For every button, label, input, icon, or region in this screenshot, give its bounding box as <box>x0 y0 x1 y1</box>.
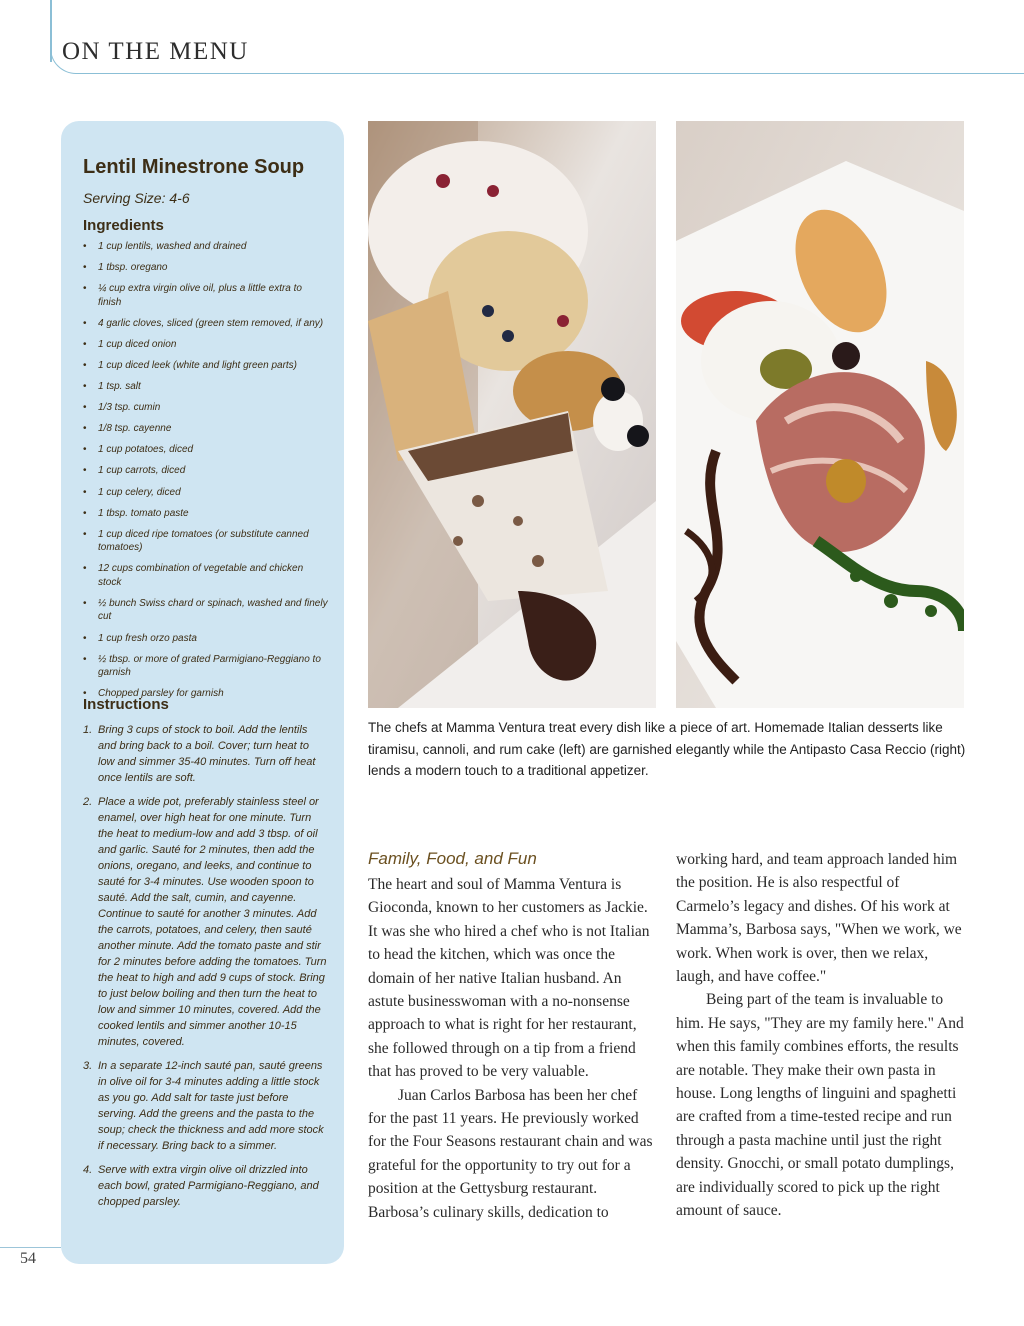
ingredient-item: • ½ tbsp. or more of grated Parmigiano-Reggiano to garnish <box>83 653 328 680</box>
ingredient-item: • 1 cup diced onion <box>83 338 328 352</box>
article-paragraph: working hard, and team approach landed him the position. He is also respectful of Carmelo’s legacy and dishes. Of his work at Mamma’s, Barbosa says, "When we work, we work. When work is over, then we relax, laugh, and have coffee." <box>676 851 962 986</box>
dessert-photo <box>368 121 656 708</box>
photo-caption: The chefs at Mamma Ventura treat every dish like a piece of art. Homemade Italian desserts like tiramisu, cannoli, and rum cake (left) are garnished elegantly while the Antipasto Casa Reccio (right) lends a modern touch to a traditional appetizer. <box>368 720 966 778</box>
page-number-rule <box>0 1247 61 1248</box>
ingredient-item: • 1 cup diced leek (white and light green parts) <box>83 359 328 373</box>
instructions-list <box>83 722 328 1218</box>
instruction-step <box>83 794 328 1050</box>
instruction-step <box>83 1162 328 1210</box>
instruction-number: 1. <box>83 724 93 736</box>
article-paragraph: Being part of the team is invaluable to him. He says, "They are my family here." And when this family combines efforts, the results are notable. They make their own pasta in house. Long lengths of linguini and spaghetti are crafted from a time-tested recipe and run through a pasta machine until just the right density. Gnocchi, or small potato dumplings, are individually scored to pick up the right amount of sauce. <box>676 991 964 1220</box>
instruction-text: Bring 3 cups of stock to boil. Add the lentils and bring back to a boil. Cover; turn heat to low and simmer 35-40 minutes. Turn off heat once lentils are soft. <box>98 724 316 784</box>
article-column-1 <box>368 873 658 1224</box>
ingredient-item: • 1 tbsp. oregano <box>83 261 328 275</box>
serving-size: Serving Size: 4-6 <box>83 190 190 206</box>
antipasto-photo <box>676 121 964 708</box>
article-column-2 <box>676 848 966 1223</box>
ingredient-item: • 1 cup celery, diced <box>83 486 328 500</box>
header-rule-horizontal <box>88 73 1024 75</box>
instruction-step <box>83 1058 328 1154</box>
ingredient-item: • 1 tsp. salt <box>83 380 328 394</box>
article-paragraph: The heart and soul of Mamma Ventura is Gioconda, known to her customers as Jackie. It was she who hired a chef who is not Italian to head the kitchen, which was once the domain of her native Italian husband. An astute businesswoman with a no-nonsense approach to what is right for her restaurant, she followed through on a tip from a friend that has proved to be very valuable. <box>368 876 650 1081</box>
ingredients-list <box>83 240 328 708</box>
article-paragraph: Juan Carlos Barbosa has been her chef for the past 11 years. He previously worked for the Four Seasons restaurant chain and was grateful for the opportunity to try out for a position at the Gettysburg restaurant. Barbosa’s culinary skills, dedication to <box>368 1086 653 1221</box>
instruction-text: Place a wide pot, preferably stainless steel or enamel, over high heat for one minute. Turn the heat to medium-low and add 3 tbsp. of oil and garlic. Sauté for 2 minutes, then add the onions, oregano, and leeks, and continue to sauté for 3-4 minutes. Use wooden spoon to sauté. Add the salt, cumin, and cayenne. Continue to sauté for another 3 minutes. Add the carrots, potatoes, and celery, then sauté another minute. Add the tomato paste and stir for 2 minutes before adding the tomatoes. Turn the heat to high and add 9 cups of stock. Bring to just below boiling and then turn the heat to low and simmer 10 minutes, covered. Add the cooked lentils and simmer another 10-15 minutes, covered. <box>98 796 327 1048</box>
instruction-text: Serve with extra virgin olive oil drizzled into each bowl, grated Parmigiano-Reggiano, and chopped parsley. <box>98 1164 319 1208</box>
ingredient-item: • 1/8 tsp. cayenne <box>83 422 328 436</box>
ingredient-item: • Chopped parsley for garnish <box>83 687 328 701</box>
section-title: ON THE MENU <box>62 38 249 65</box>
instruction-number: 4. <box>83 1164 93 1176</box>
article-heading: Family, Food, and Fun <box>368 849 537 868</box>
ingredient-item: • ½ bunch Swiss chard or spinach, washed and finely cut <box>83 597 328 624</box>
ingredient-item: • 1 cup diced ripe tomatoes (or substitute canned tomatoes) <box>83 528 328 555</box>
instruction-number: 3. <box>83 1060 93 1072</box>
instruction-number: 2. <box>83 796 93 808</box>
ingredient-item: • 4 garlic cloves, sliced (green stem removed, if any) <box>83 317 328 331</box>
ingredient-item: • 1 cup fresh orzo pasta <box>83 632 328 646</box>
ingredient-item: • 1 cup potatoes, diced <box>83 443 328 457</box>
ingredient-item: • 1/3 tsp. cumin <box>83 401 328 415</box>
instructions-heading: Instructions <box>83 696 169 713</box>
page-number: 54 <box>20 1250 36 1267</box>
ingredient-item: • 1 cup carrots, diced <box>83 464 328 478</box>
recipe-title: Lentil Minestrone Soup <box>83 156 305 178</box>
ingredient-item: • 12 cups combination of vegetable and chicken stock <box>83 562 328 589</box>
ingredient-item: • 1 tbsp. tomato paste <box>83 507 328 521</box>
instruction-step <box>83 722 328 786</box>
ingredient-item: • ¼ cup extra virgin olive oil, plus a little extra to finish <box>83 282 328 309</box>
ingredient-item: • 1 cup lentils, washed and drained <box>83 240 328 254</box>
ingredients-heading: Ingredients <box>83 217 164 234</box>
instruction-text: In a separate 12-inch sauté pan, sauté greens in olive oil for 3-4 minutes adding a little stock as you go. Add salt for taste just before serving. Add the greens and the pasta to the soup; check the thickness and add more stock if necessary. Bring back to a simmer. <box>98 1060 324 1152</box>
